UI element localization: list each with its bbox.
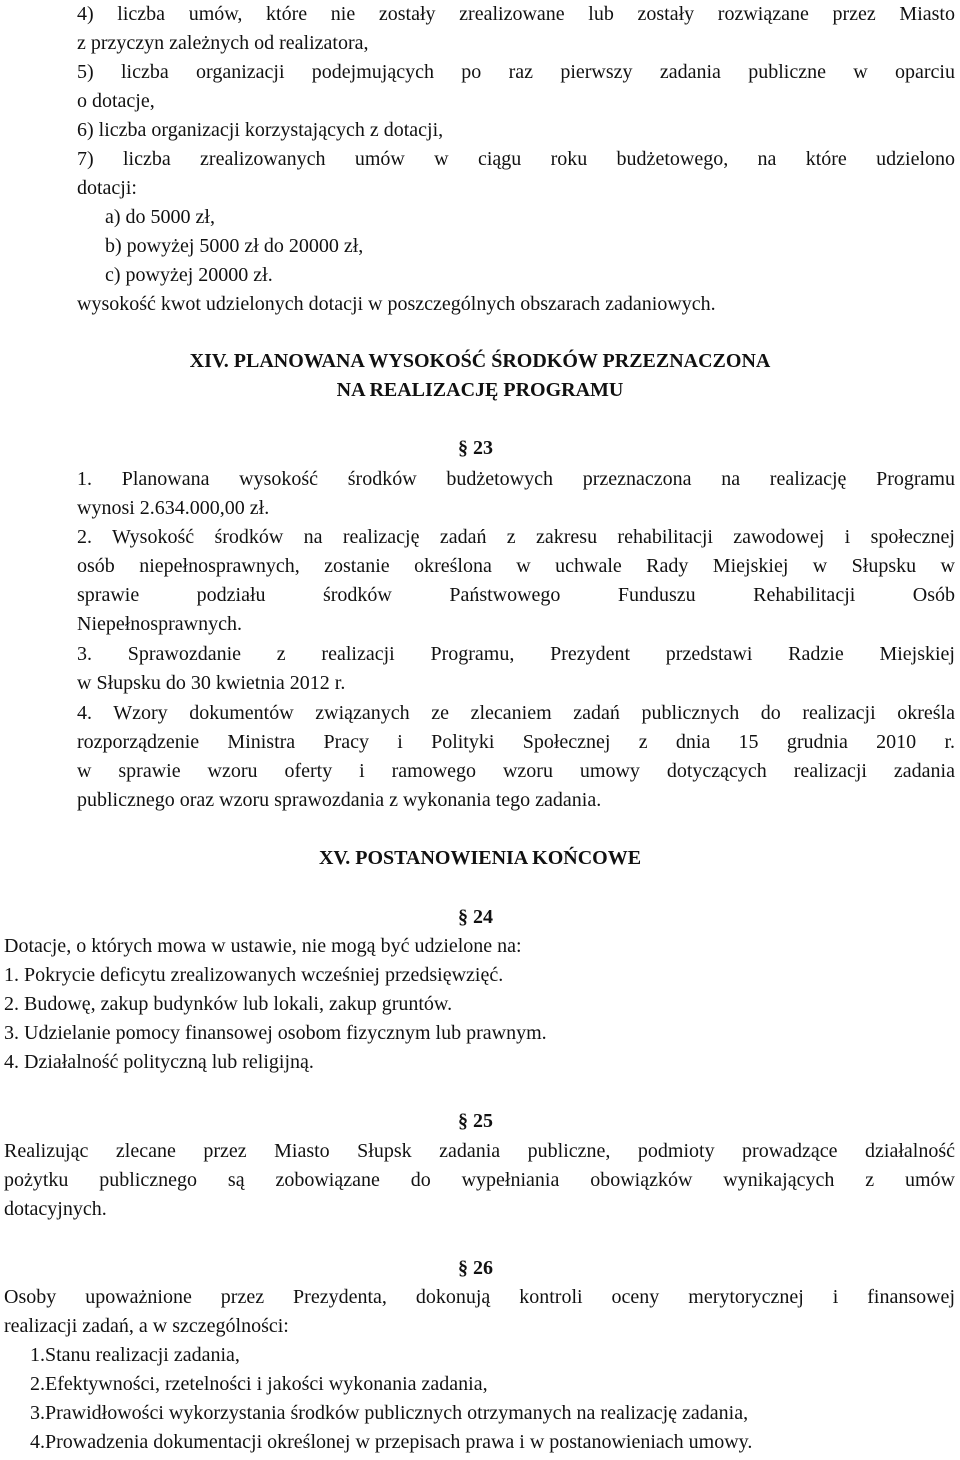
list-item-7c: c) powyżej 20000 zł. [105,264,273,286]
list-item-7a: a) do 5000 zł, [105,206,215,228]
list-item-7-line2: dotacji: [77,177,137,199]
p25-line2: pożytku publicznego są zobowiązane do wypełniania obowiązków wynikających z umów [4,1169,955,1191]
xiv-point-4-line4: publicznego oraz wzoru sprawozdania z wykonania tego zadania. [77,789,602,811]
p26-line2: realizacji zadań, a w szczególności: [4,1315,289,1337]
p26-item-4: 4.Prowadzenia dokumentacji określonej w przepisach prawa i w postanowieniach umowy. [30,1431,753,1453]
xiv-point-2-line2: osób niepełnosprawnych, zostanie określona w uchwale Rady Miejskiej w Słupsku w [77,555,955,577]
section-heading-xiv-line1: XIV. PLANOWANA WYSOKOŚĆ ŚRODKÓW PRZEZNACZONA [189,350,771,372]
xiv-point-2-line3: sprawie podziału środków Państwowego Funduszu Rehabilitacji Osób [77,584,955,606]
list-item-4-line1: 4) liczba umów, które nie zostały zrealizowane lub zostały rozwiązane przez Miasto [77,3,955,25]
xiv-point-3-line1: 3. Sprawozdanie z realizacji Programu, Prezydent przedstawi Radzie Miejskiej [77,643,955,665]
p25-line1: Realizując zlecane przez Miasto Słupsk zadania publiczne, podmioty prowadzące działalność [4,1140,955,1162]
list-item-4-line2: z przyczyn zależnych od realizatora, [77,32,369,54]
p24-item-4: 4. Działalność polityczną lub religijną. [4,1051,314,1073]
p26-item-3: 3.Prawidłowości wykorzystania środków publicznych otrzymanych na realizację zadania, [30,1402,749,1424]
section-heading-xiv-line2: NA REALIZACJĘ PROGRAMU [336,379,624,401]
p26-line1: Osoby upoważnione przez Prezydenta, dokonują kontroli oceny merytorycznej i finansowej [4,1286,955,1308]
list-item-8: wysokość kwot udzielonych dotacji w poszczególnych obszarach zadaniowych. [77,293,716,315]
xiv-point-1-line2: wynosi 2.634.000,00 zł. [77,497,270,519]
paragraph-number-25: § 25 [458,1110,493,1132]
xiv-point-4-line3: w sprawie wzoru oferty i ramowego wzoru umowy dotyczących realizacji zadania [77,760,955,782]
section-heading-xv: XV. POSTANOWIENIA KOŃCOWE [318,847,642,869]
list-item-6: 6) liczba organizacji korzystających z dotacji, [77,119,444,141]
xiv-point-3-line2: w Słupsku do 30 kwietnia 2012 r. [77,672,346,694]
paragraph-number-24: § 24 [458,906,493,928]
p24-item-1: 1. Pokrycie deficytu zrealizowanych wcześniej przedsięwzięć. [4,964,504,986]
p26-item-2: 2.Efektywności, rzetelności i jakości wykonania zadania, [30,1373,488,1395]
list-item-7-line1: 7) liczba zrealizowanych umów w ciągu roku budżetowego, na które udzielono [77,148,955,170]
list-item-7b: b) powyżej 5000 zł do 20000 zł, [105,235,364,257]
p24-intro: Dotacje, o których mowa w ustawie, nie mogą być udzielone na: [4,935,522,957]
xiv-point-1-line1: 1. Planowana wysokość środków budżetowych przeznaczona na realizację Programu [77,468,955,490]
list-item-5-line2: o dotacje, [77,90,155,112]
p24-item-2: 2. Budowę, zakup budynków lub lokali, zakup gruntów. [4,993,453,1015]
p26-item-1: 1.Stanu realizacji zadania, [30,1344,240,1366]
paragraph-number-23: § 23 [458,437,493,459]
xiv-point-2-line1: 2. Wysokość środków na realizację zadań z zakresu rehabilitacji zawodowej i społecznej [77,526,955,548]
xiv-point-4-line1: 4. Wzory dokumentów związanych ze zlecaniem zadań publicznych do realizacji określa [77,702,955,724]
list-item-5-line1: 5) liczba organizacji podejmujących po raz pierwszy zadania publiczne w oparciu [77,61,955,83]
xiv-point-4-line2: rozporządzenie Ministra Pracy i Polityki Społecznej z dnia 15 grudnia 2010 r. [77,731,955,753]
p25-line3: dotacyjnych. [4,1198,107,1220]
xiv-point-2-line4: Niepełnosprawnych. [77,613,242,635]
paragraph-number-26: § 26 [458,1257,493,1279]
p24-item-3: 3. Udzielanie pomocy finansowej osobom fizycznym lub prawnym. [4,1022,547,1044]
